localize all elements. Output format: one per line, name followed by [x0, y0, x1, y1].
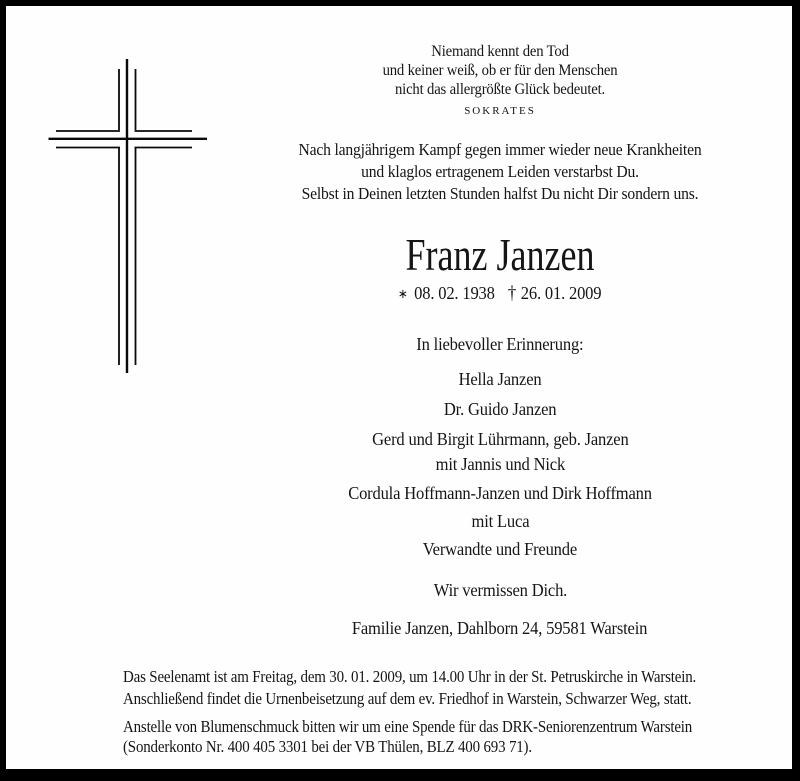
intro-paragraph [200, 139, 800, 205]
intro-line: Selbst in Deinen letzten Stunden halfst Du nicht Dir sondern uns. [301, 184, 699, 203]
donation-info-line: Anstelle von Blumenschmuck bitten wir um eine Spende für das DRK-Seniorenzentrum Warstein [123, 717, 693, 736]
family-address: Familie Janzen, Dahlborn 24, 59581 Warstein [352, 618, 648, 638]
born-star-icon: ∗ [398, 287, 409, 302]
mourner-line: Dr. Guido Janzen [443, 399, 557, 419]
service-info-line: Anschließend findet die Urnenbeisetzung auf dem ev. Friedhof in Warstein, Schwarzer Weg, statt. [123, 689, 692, 708]
memorial-cross-icon [40, 50, 215, 380]
service-info-line: Das Seelenamt ist am Freitag, dem 30. 01. 2009, um 14.00 Uhr in der St. Petruskirche in Warstein. [123, 667, 697, 686]
quote-line: und keiner weiß, ob er für den Menschen [382, 62, 618, 79]
farewell-text: Wir vermissen Dich. [433, 580, 567, 600]
mourner-line: Hella Janzen [458, 369, 542, 389]
mourner-line: mit Luca [471, 511, 529, 531]
intro-line: und klaglos ertragenem Leiden verstarbst Du. [361, 162, 639, 181]
mourner-line: Gerd und Birgit Lührmann, geb. Janzen [371, 429, 629, 449]
mourner-line: mit Jannis und Nick [435, 454, 565, 474]
died-dagger-icon: † [507, 283, 517, 304]
birth-date: 08. 02. 1938 [414, 283, 496, 303]
quote-line: nicht das allergrößte Glück bedeutet. [395, 81, 605, 98]
intro-line: Nach langjährigem Kampf gegen immer wieder neue Krankheiten [298, 140, 702, 159]
mourner-line: Cordula Hoffmann-Janzen und Dirk Hoffmann [348, 483, 652, 503]
quote-line: Niemand kennt den Tod [431, 43, 569, 60]
opening-quote [200, 42, 800, 99]
deceased-name: Franz Janzen [405, 230, 595, 280]
life-dates [200, 282, 800, 306]
quote-attribution: SOKRATES [464, 105, 536, 117]
mourner-line: Verwandte und Freunde [422, 539, 578, 559]
memorial-heading: In liebevoller Erinnerung: [416, 334, 584, 354]
death-date: 26. 01. 2009 [521, 283, 602, 303]
donation-info-line: (Sonderkonto Nr. 400 405 3301 bei der VB Thülen, BLZ 400 693 71). [123, 737, 532, 756]
deceased-name-row [200, 230, 800, 280]
